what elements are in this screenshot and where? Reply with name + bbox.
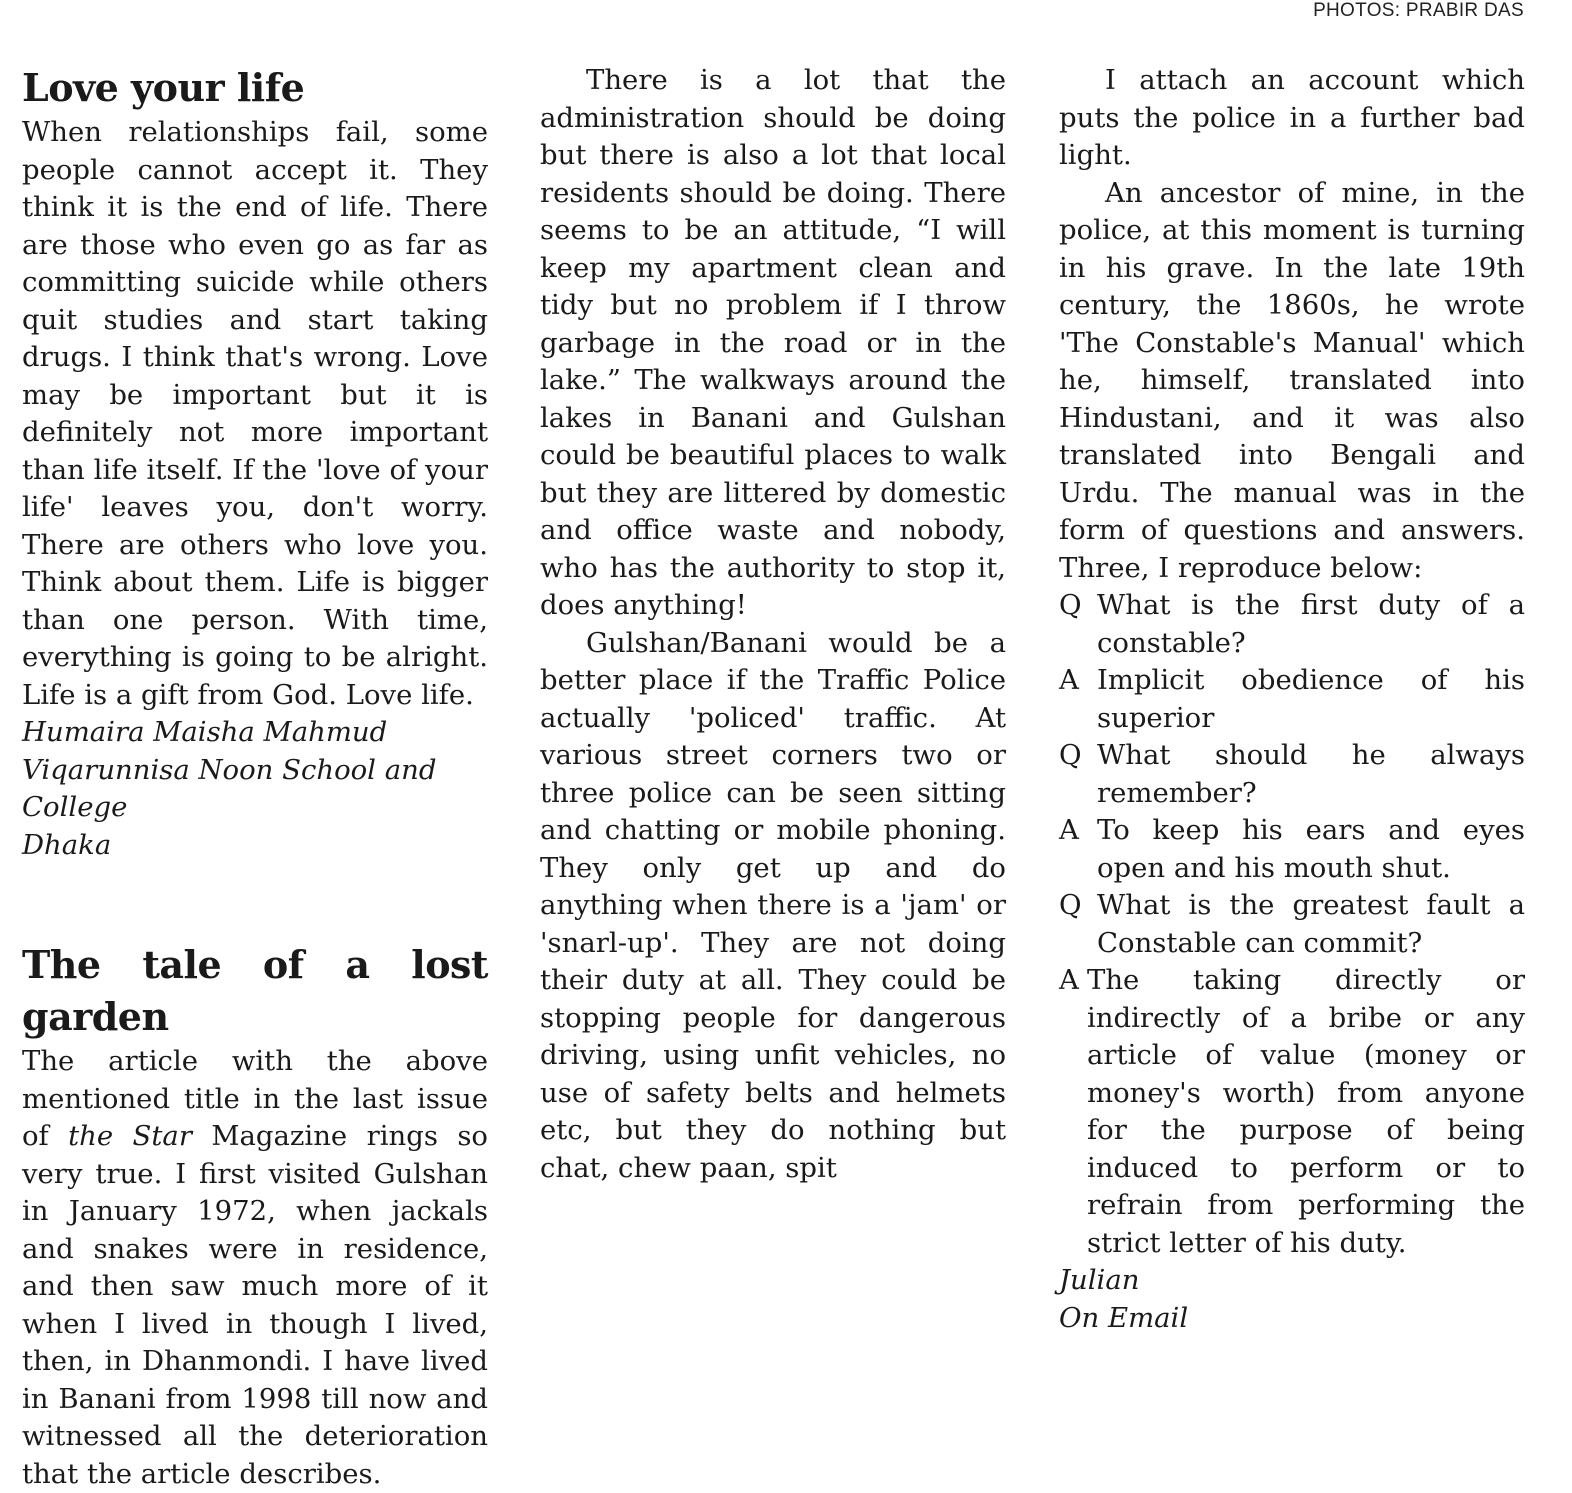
qa-text: To keep his ears and eyes open and his mouth shut. xyxy=(1097,814,1525,884)
qa-item xyxy=(1059,812,1525,887)
letter-paragraph-1 xyxy=(22,1043,488,1493)
author-name: Julian xyxy=(1059,1264,1140,1296)
letter-paragraph-2: There is a lot that the administration should be doing but there is also a lot that local residents should be doing. There seems to be an attitude, “I will keep my apartment clean and tidy but no problem if I throw garbage in the road or in the lake.” The walkways around the lakes in Banani and Gulshan could be beautiful places to walk but they are littered by domestic and office waste and nobody, who has the authority to stop it, does anything! xyxy=(540,64,1006,621)
qa-key: Q xyxy=(1059,739,1082,771)
column-3 xyxy=(1059,62,1525,1337)
column-1 xyxy=(22,62,488,1493)
qa-text: What is the first duty of a constable? xyxy=(1097,589,1525,659)
qa-key: A xyxy=(1059,664,1079,696)
qa-item xyxy=(1059,887,1525,962)
letter-signature xyxy=(1059,1262,1525,1337)
qa-item xyxy=(1059,662,1525,737)
magazine-name: the Star xyxy=(68,1120,192,1152)
qa-key: A xyxy=(1059,964,1079,996)
author-source: On Email xyxy=(1059,1301,1189,1334)
qa-final-answer xyxy=(1059,962,1525,1262)
letter-signature xyxy=(22,714,488,864)
letter-body: When relationships fail, some people cannot accept it. They think it is the end of life. There are those who even go as far as committing suicide while others quit studies and start taking drugs. I think that's wrong. Love may be important but it is definitely not more important than life itself. If the 'love of your life' leaves you, don't worry. There are others who love you. Think about them. Life is bigger than one person. With time, everything is going to be alright. Life is a gift from God. Love life. xyxy=(22,116,488,711)
qa-item xyxy=(1059,587,1525,662)
paragraph-text: The article with the above mentioned title in the last issue of xyxy=(22,1045,488,1152)
qa-item xyxy=(1059,737,1525,812)
author-city: Dhaka xyxy=(22,828,112,861)
qa-key: Q xyxy=(1059,889,1082,921)
author-name: Humaira Maisha Mahmud xyxy=(22,716,388,748)
author-institution: Viqarunnisa Noon School and College xyxy=(22,753,437,823)
qa-key: A xyxy=(1059,814,1079,846)
letter-title-love-your-life: Love your life xyxy=(22,65,305,110)
qa-text: Implicit obedience of his superior xyxy=(1097,664,1525,734)
qa-text: The taking directly or indirectly of a bribe or any article of value (money or money's worth) from anyone for the purpose of being induced to perform or to refrain from performing the strict letter of his duty. xyxy=(1087,964,1525,1259)
letter-paragraph-3: Gulshan/Banani would be a better place if the Traffic Police actually 'policed' traffic. At various street corners two or three police can be seen sitting and chatting or mobile phoning. They only get up and do anything when there is a 'jam' or 'snarl-up'. They are not doing their duty at all. They could be stopping people for dangerous driving, using unfit vehicles, no use of safety belts and helmets etc, but they do nothing but chat, chew paan, spit xyxy=(540,626,1006,1184)
column-2 xyxy=(540,62,1006,1187)
qa-text: What is the greatest fault a Constable can commit? xyxy=(1097,889,1525,959)
letter-paragraph-4: I attach an account which puts the police in a further bad light. xyxy=(1059,64,1525,171)
photo-credit: PHOTOS: PRABIR DAS xyxy=(1313,0,1524,21)
letter-title-lost-garden: The tale of a lost garden xyxy=(22,942,488,1039)
qa-text: What should he always remember? xyxy=(1097,739,1525,809)
qa-key: Q xyxy=(1059,589,1082,621)
paragraph-text: Magazine rings so very true. I first visited Gulshan in January 1972, when jackals and snakes were in residence, and then saw much more of it when I lived in though I lived, then, in Dhanmondi. I have lived in Banani from 1998 till now and witnessed all the deterioration that the article describes. xyxy=(22,1120,488,1490)
qa-list xyxy=(1059,587,1525,1262)
letter-paragraph-5: An ancestor of mine, in the police, at this moment is turning in his grave. In the late 19th century, the 1860s, he wrote 'The Constable's Manual' which he, himself, translated into Hindustani, and it was also translated into Bengali and Urdu. The manual was in the form of questions and answers. Three, I reproduce below: xyxy=(1059,176,1525,584)
